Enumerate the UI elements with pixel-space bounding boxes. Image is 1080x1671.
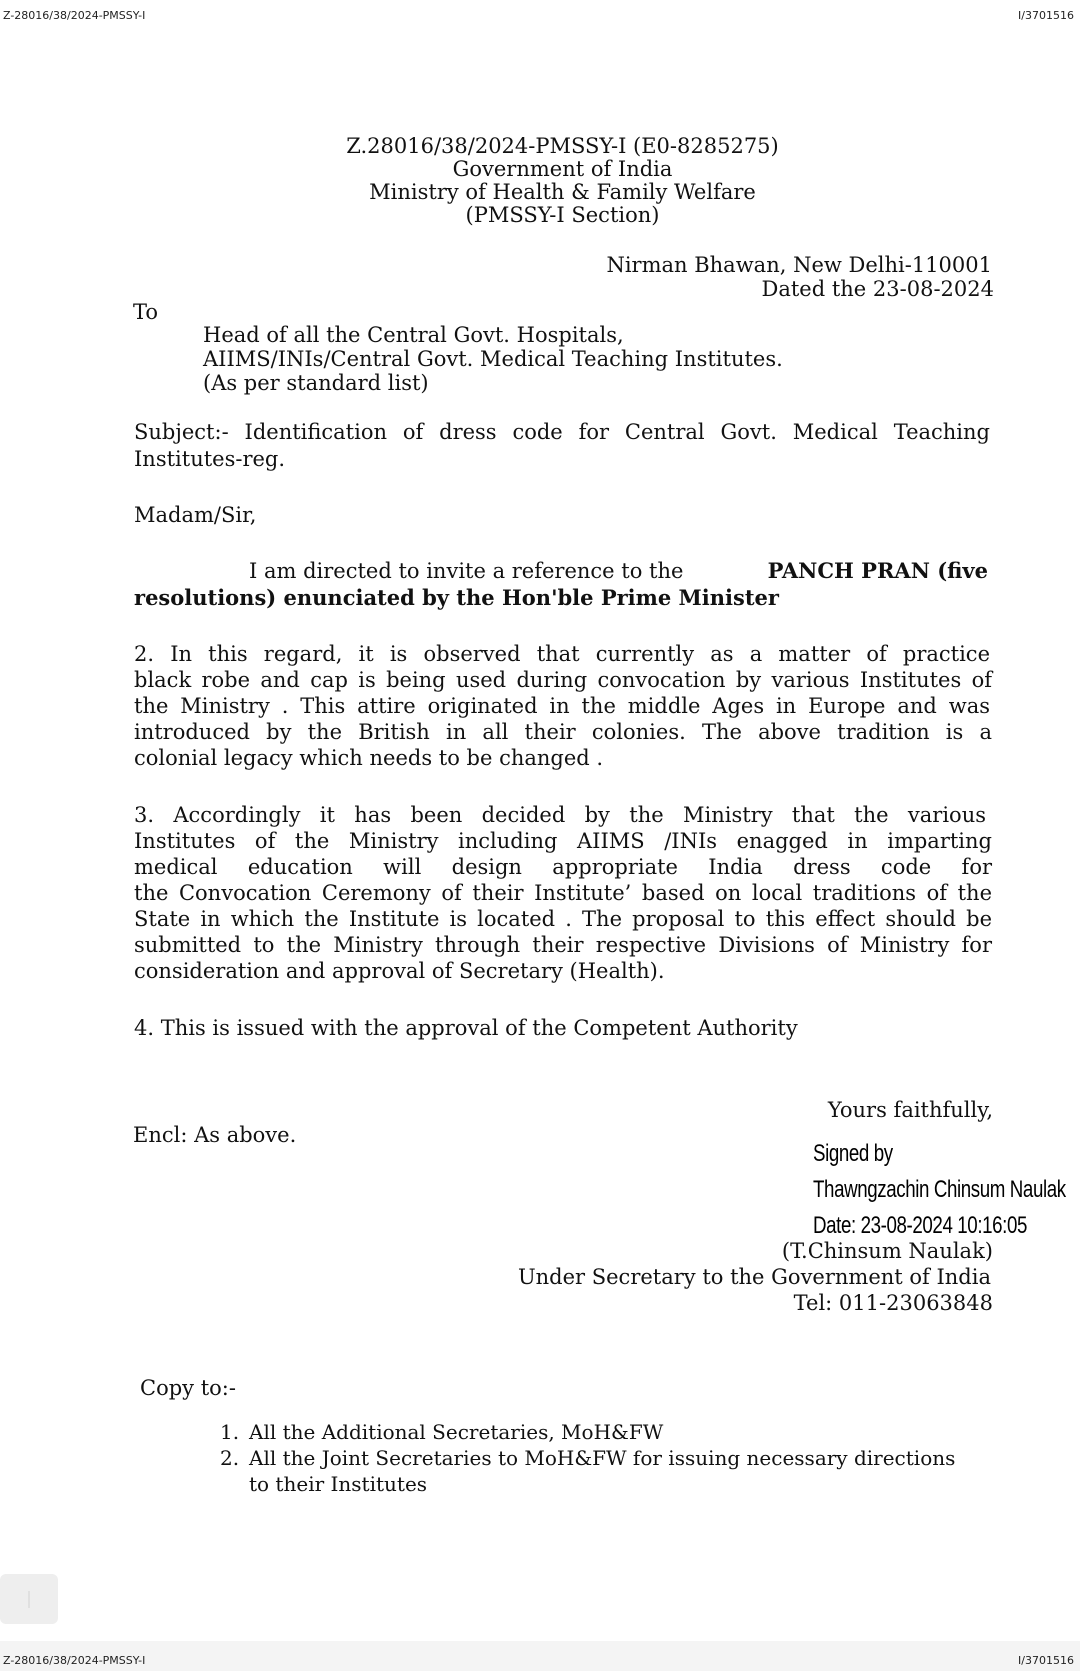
- para1-bold-text-2: resolutions) enunciated by the Hon'ble Prime Minister: [134, 585, 779, 610]
- copy-to-label: Copy to:-: [140, 1376, 236, 1400]
- signatory-tel: Tel: 011-23063848: [793, 1291, 993, 1315]
- page-footer-doc-id: I/3701516: [1018, 1654, 1074, 1667]
- copy-to-item-number: 2.: [220, 1446, 240, 1470]
- address-place: Nirman Bhawan, New Delhi-110001: [606, 253, 992, 277]
- para2-line: introduced by the British in all their colonies. The above tradition is a: [134, 720, 992, 744]
- salutation: Madam/Sir,: [134, 503, 257, 527]
- page-footer-file-no: Z-28016/38/2024-PMSSY-I: [3, 1654, 146, 1667]
- para2-line: the Ministry . This attire originated in the middle Ages in Europe and was: [134, 694, 990, 718]
- digital-signature-date: Date: 23-08-2024 10:16:05: [813, 1212, 1028, 1239]
- page-footer-bar: [0, 1641, 1080, 1671]
- to-label: To: [133, 300, 159, 324]
- to-line-1: Head of all the Central Govt. Hospitals,: [203, 323, 624, 347]
- para3-line: submitted to the Ministry through their respective Divisions of Ministry for: [134, 933, 992, 957]
- copy-to-item-text: All the Joint Secretaries to MoH&FW for issuing necessary directions: [249, 1446, 956, 1470]
- letterhead-government: Government of India: [452, 157, 673, 181]
- signatory-designation: Under Secretary to the Government of India: [517, 1265, 991, 1289]
- para3-line: Institutes of the Ministry including AIIMS /INIs enagged in imparting: [134, 829, 992, 853]
- para1-bold-text-1: PANCH PRAN (five: [767, 558, 988, 583]
- signatory-name: (T.Chinsum Naulak): [781, 1239, 993, 1263]
- para2-line: colonial legacy which needs to be changed .: [134, 746, 604, 770]
- digital-signature-name: Thawngzachin Chinsum Naulak: [813, 1176, 1066, 1203]
- copy-to-item-number: 1.: [220, 1420, 240, 1444]
- digital-signature-signed-by: Signed by: [813, 1140, 893, 1167]
- para3-line: 3. Accordingly it has been decided by the Ministry that the various: [134, 803, 986, 827]
- to-line-2: AIIMS/INIs/Central Govt. Medical Teaching Institutes.: [203, 347, 783, 371]
- scroll-to-top-button[interactable]: [0, 1574, 58, 1624]
- subject-line-2: Institutes-reg.: [134, 447, 286, 471]
- para3-line: medical education will design appropriate India dress code for: [134, 855, 992, 879]
- letterhead-section: (PMSSY-I Section): [465, 203, 660, 227]
- para1-plain-text: I am directed to invite a reference to the: [249, 559, 684, 583]
- para2-line: 2. In this regard, it is observed that currently as a matter of practice: [134, 642, 990, 666]
- para3-line: consideration and approval of Secretary (Health).: [134, 959, 665, 983]
- para3-line: State in which the Institute is located . The proposal to this effect should be: [134, 907, 992, 931]
- subject-line-1: Subject:- Identification of dress code for Central Govt. Medical Teaching: [134, 420, 990, 444]
- arrow-up-icon: [0, 1574, 58, 1624]
- copy-to-item-text: All the Additional Secretaries, MoH&FW: [249, 1420, 664, 1444]
- para3-line: the Convocation Ceremony of their Institute’ based on local traditions of the: [134, 881, 992, 905]
- letterhead-ministry: Ministry of Health & Family Welfare: [369, 180, 756, 204]
- enclosure: Encl: As above.: [133, 1123, 297, 1147]
- page-header-file-no: Z-28016/38/2024-PMSSY-I: [3, 9, 146, 22]
- letterhead-file-no: Z.28016/38/2024-PMSSY-I (E0-8285275): [346, 134, 779, 158]
- para4: 4. This is issued with the approval of the Competent Authority: [134, 1016, 798, 1040]
- to-line-3: (As per standard list): [203, 371, 429, 395]
- address-date: Dated the 23-08-2024: [761, 277, 994, 301]
- para1-line-1: [249, 558, 988, 584]
- para2-line: black robe and cap is being used during convocation by various Institutes of: [134, 668, 992, 692]
- copy-to-item-text-continued: to their Institutes: [249, 1472, 428, 1496]
- page-header-doc-id: I/3701516: [1018, 9, 1074, 22]
- closing: Yours faithfully,: [827, 1098, 993, 1122]
